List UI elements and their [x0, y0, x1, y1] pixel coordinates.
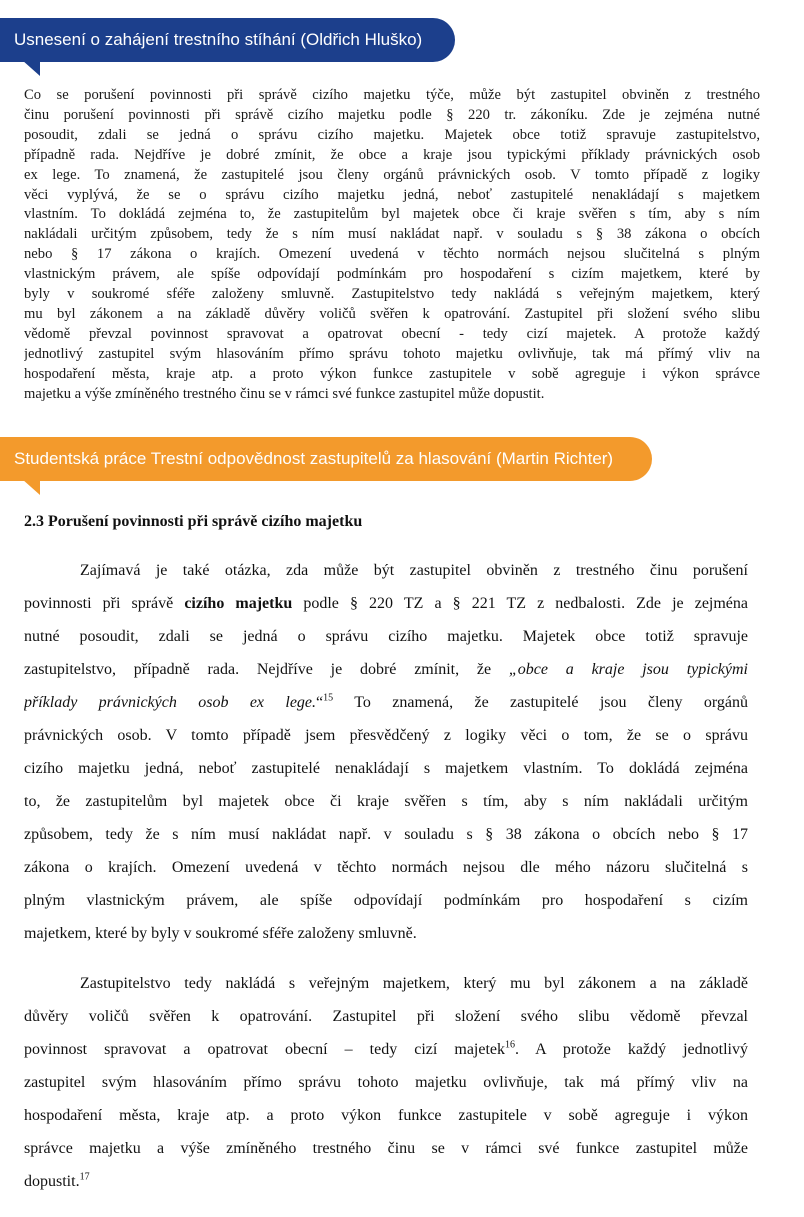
footnote-ref-15[interactable]: 15 [323, 692, 334, 704]
text-line: dopustit.$^{17}$ [24, 1171, 90, 1190]
source-banner-student-thesis [0, 437, 652, 481]
scan-text-line: jednotlivý zastupitel svým hlasováním přímo správu tohoto majetku ovlivňuje, tak má přímý vliv na [24, 345, 760, 362]
text-line: povinnost spravovat a opatrovat obecní – tedy cizí majetek$^{16}$. A protože každý jednotlivý [24, 1039, 748, 1058]
scan-text-line: posoudit, zdali se jedná o správu cizího majetku. Majetek obce totiž spravuje zastupitelstvo, [24, 126, 760, 143]
text-line: zastupitel svým hlasováním přímo správu tohoto majetku ovlivňuje, tak má přímý vliv na [24, 1074, 748, 1091]
footnote-ref-17[interactable]: 17 [79, 1171, 90, 1183]
scan-text-line: nebo § 17 zákona o krajích. Omezení uvedená v těchto normách nejsou slučitelná s plným [24, 246, 760, 263]
scan-text-line: vlastnickým právem, ale spíše odpovídají podmínkám pro hospodaření s cizím majetkem, které by [24, 266, 760, 283]
source-banner-student-thesis-label: Studentská práce Trestní odpovědnost zastupitelů za hlasování (Martin Richter) [14, 449, 614, 468]
text-line: nutné posoudit, zdali se jedná o správu cizího majetku. Majetek obce totiž spravuje [24, 628, 748, 645]
text-line: důvěry voličů svěřen k opatrování. Zastupitel při složení svého slibu vědomě převzal [24, 1008, 748, 1025]
thesis-paragraph-1 [24, 554, 748, 950]
source-banner-resolution-label: Usnesení o zahájení trestního stíhání (Oldřich Hluško) [14, 30, 423, 49]
scan-text-line: vlastním. To dokládá zejména to, že zastupitelům byl majetek obce či kraje svěřen s tím, aby s ním [24, 206, 760, 223]
scan-text-line: byly v soukromé sféře založeny smluvně. Zastupitelstvo tedy nakládá s veřejným majetkem, který [24, 286, 760, 303]
source-banner-resolution [0, 18, 455, 62]
scan-text-line: Co se porušení povinnosti při správě cizího majetku týče, může být zastupitel obviněn z trestného [24, 87, 760, 103]
text-line: právnických osob. V tomto případě jsem přesvědčený z logiky věci o tom, že se o správu [24, 727, 748, 744]
text-line: majetkem, které by byly v soukromé sféře založeny smluvně. [24, 925, 417, 942]
source-banner-resolution-tail [22, 60, 40, 76]
text-line: Zastupitelstvo tedy nakládá s veřejným majetkem, který mu byl zákonem a na základě [80, 975, 748, 992]
text-line: zastupitelstvo, případně rada. Nejdříve je dobré zmínit, že „obce a kraje jsou typickými [24, 661, 748, 678]
text-line: zákona o krajích. Omezení uvedená v těchto normách nejsou dle mého názoru slučitelná s [24, 859, 748, 876]
scanned-resolution-text [24, 86, 760, 405]
scan-text-line: hospodaření města, kraje atp. a proto výkon funkce zastupitele v sobě agreguje i výkon správce [24, 365, 760, 382]
scan-text-line: činu porušení povinnosti při správě cizího majetku podle § 220 tr. zákoníku. Zde je zejména nutné [24, 106, 760, 123]
section-heading: 2.3 Porušení povinnosti při správě cizího majetku [24, 513, 363, 530]
text-line: plným vlastnickým právem, ale spíše odpovídají podmínkám pro hospodaření s cizím [24, 892, 748, 909]
source-banner-student-thesis-tail [22, 479, 40, 495]
scan-text-line: mu byl zákonem a na základě důvěry voličů svěřen k opatrování. Zastupitel při složení svého slibu [24, 305, 760, 322]
footnote-ref-16[interactable]: 16 [505, 1039, 516, 1051]
text-line: to, že zastupitelům byl majetek obce či kraje svěřen s tím, aby s ním nakládali určitým [24, 793, 748, 810]
scan-text-line: případně rada. Nejdříve je dobré zmínit, že obce a kraje jsou typickými příklady právnických osob [24, 146, 760, 163]
text-line: způsobem, tedy že s ním musí nakládat např. v souladu s § 38 zákona o obcích nebo § 17 [24, 826, 748, 843]
scan-text-line: vědomě převzal povinnost spravovat a opatrovat obecní - tedy cizí majetek. A protože každý [24, 325, 760, 342]
scan-text-line: ex lege. To znamená, že zastupitelé jsou členy orgánů právnických osob. V tomto případě z logiky [24, 166, 760, 183]
text-line: cizího majetku jedná, neboť zastupitelé nenakládají s majetkem vlastním. To dokládá zejména [24, 760, 748, 777]
scan-text-line: nakládali určitým způsobem, tedy že s ním musí nakládat např. v souladu s § 38 zákona o obcích [24, 226, 760, 243]
text-line: příklady právnických osob ex lege.“$^{15}$ To znamená, že zastupitelé jsou členy orgánů [24, 692, 748, 711]
scan-text-line: věci vyplývá, že se o správu cizího majetku jedná, neboť zastupitelé nenakládají s majetkem [24, 186, 760, 203]
thesis-paragraph-2 [24, 967, 748, 1198]
text-line: Zajímavá je také otázka, zda může být zastupitel obviněn z trestného činu porušení [80, 562, 748, 579]
text-line: povinnosti při správě cizího majetku podle § 220 TZ a § 221 TZ z nedbalosti. Zde je zejména [24, 595, 748, 612]
text-line: správce majetku a výše zmíněného trestného činu se v rámci své funkce zastupitel může [24, 1140, 748, 1157]
text-line: hospodaření města, kraje atp. a proto výkon funkce zastupitele v sobě agreguje i výkon [24, 1107, 748, 1124]
scan-text-line: majetku a výše zmíněného trestného činu se v rámci své funkce zastupitel může dopustit. [24, 385, 545, 402]
